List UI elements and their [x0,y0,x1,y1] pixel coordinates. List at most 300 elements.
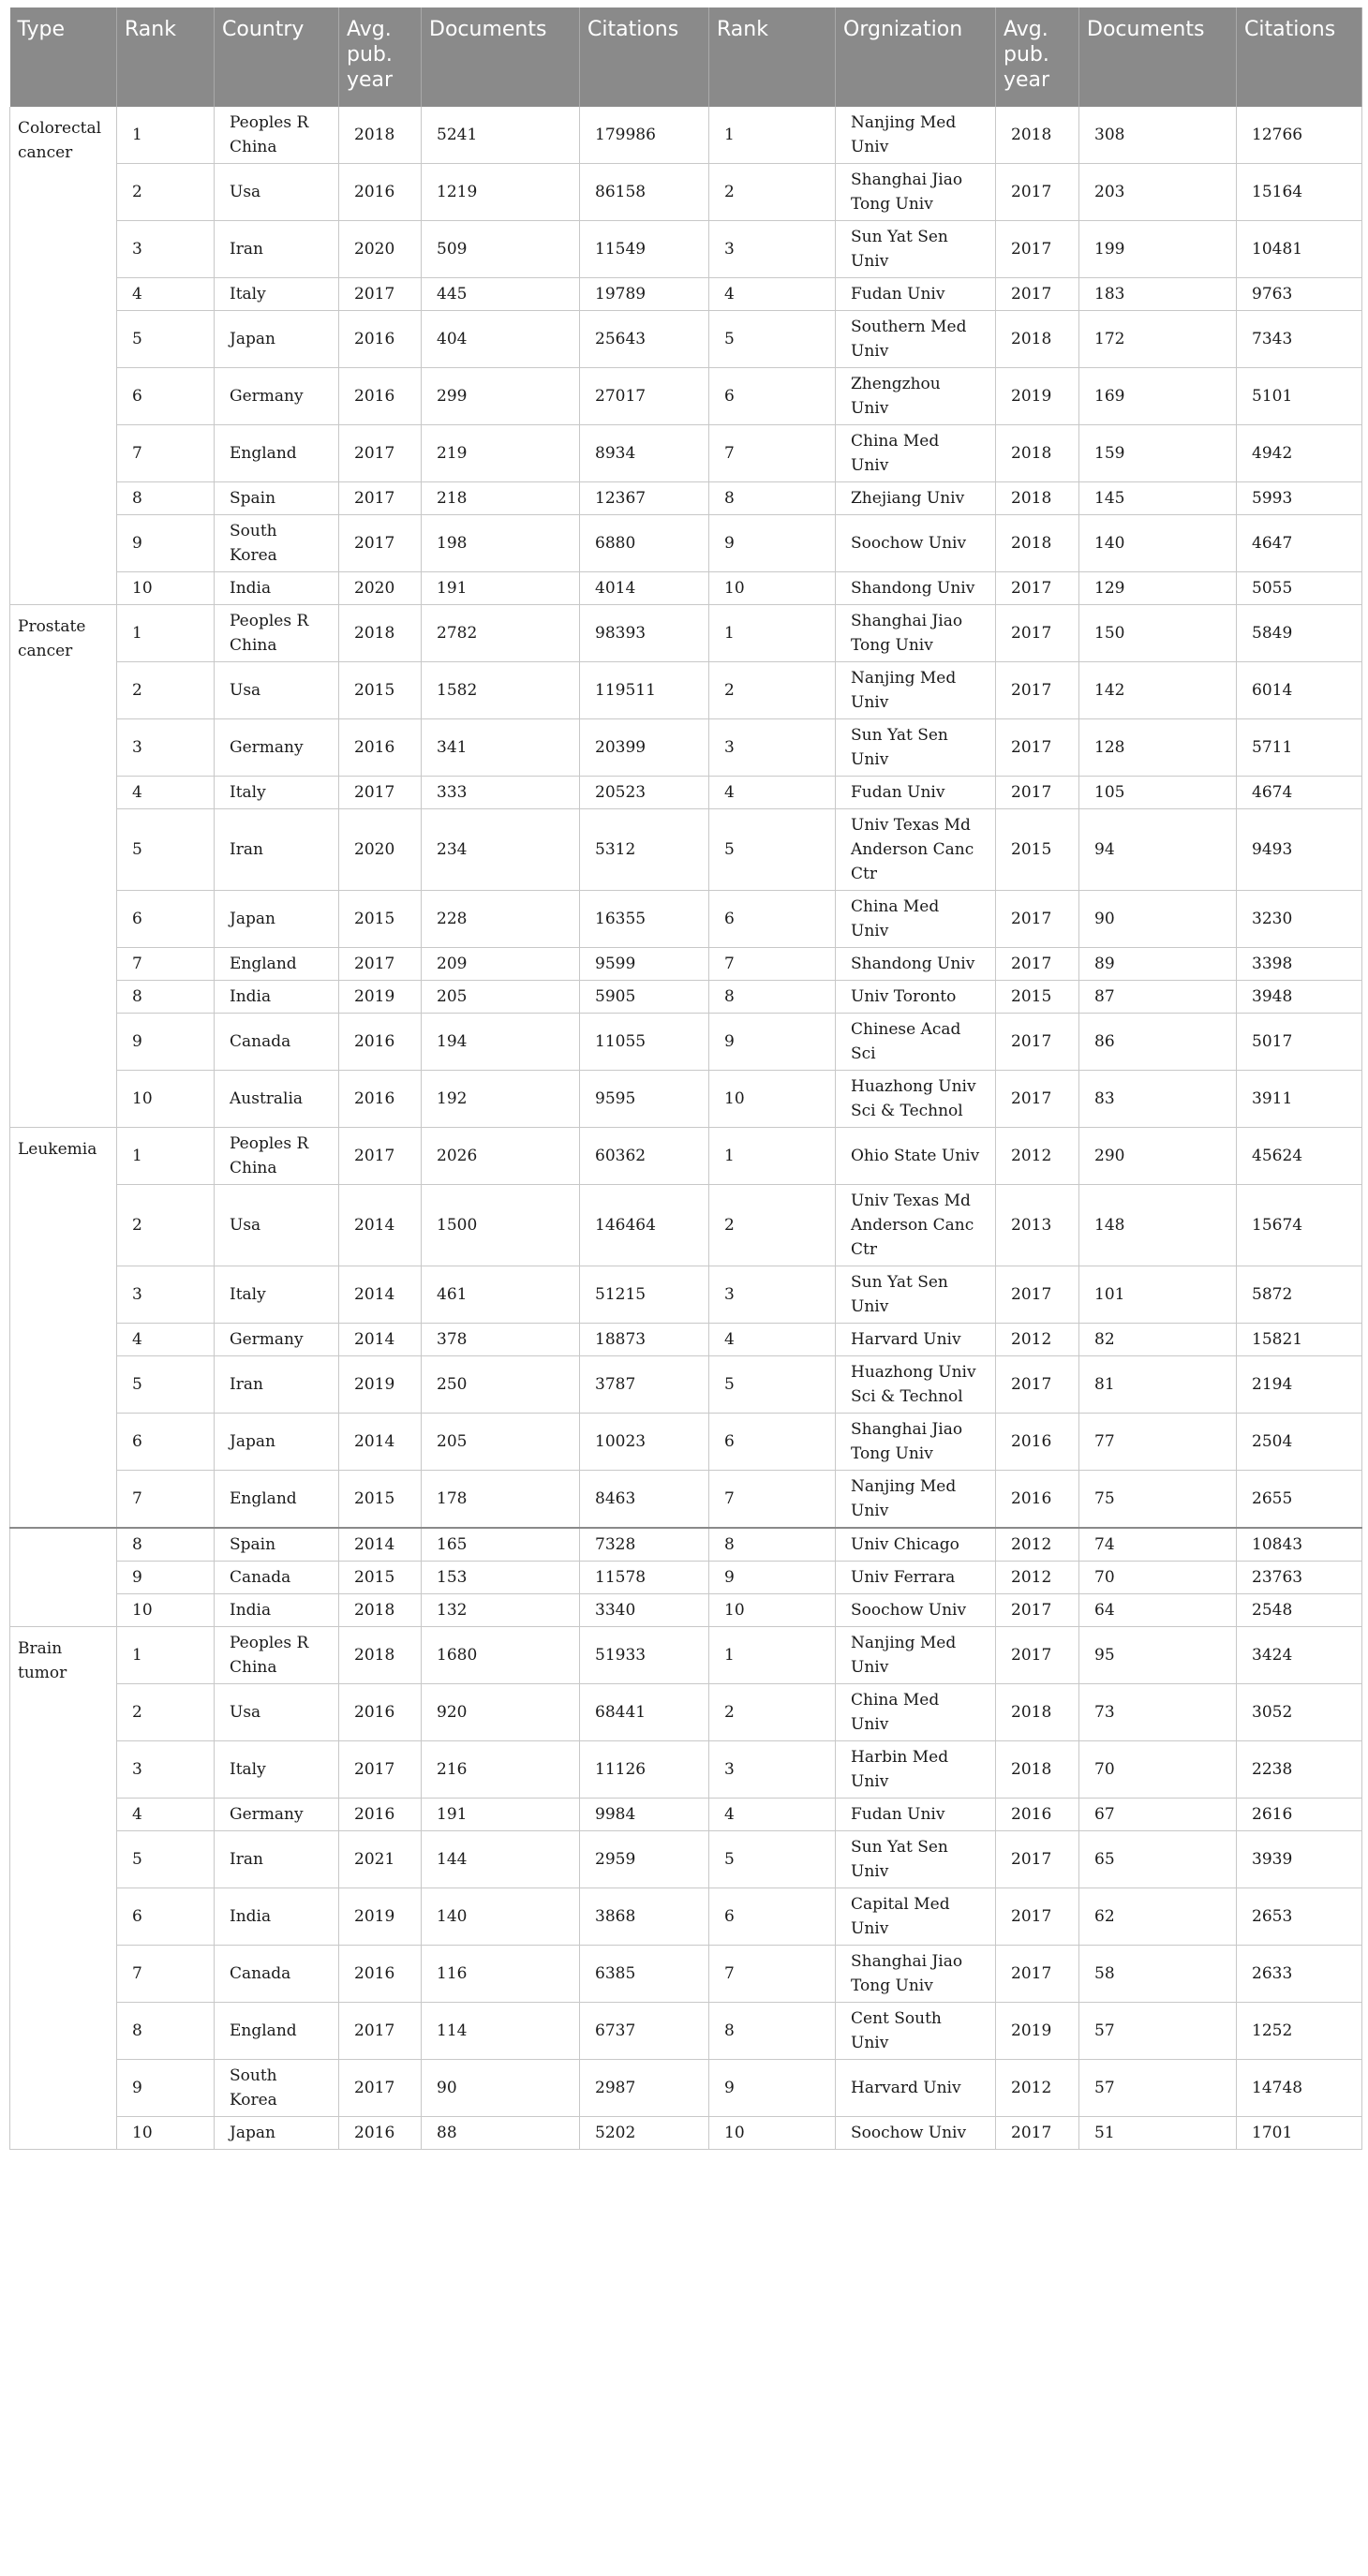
table-row [10,1414,1362,1471]
country-cell: South Korea [215,515,339,572]
org-avg-pub-year-cell: 2012 [996,2060,1079,2117]
country-citations-cell: 16355 [580,891,709,948]
country-citations-cell: 9595 [580,1071,709,1128]
country-rank-cell: 8 [117,1528,215,1562]
org-documents-cell: 62 [1079,1888,1237,1946]
country-cell: Iran [215,221,339,278]
country-documents-cell: 341 [422,719,580,777]
country-cell: Australia [215,1071,339,1128]
org-citations-cell: 2655 [1237,1471,1362,1529]
org-rank-cell: 9 [709,2060,836,2117]
country-avg-pub-year-cell: 2017 [339,948,422,981]
table-row [10,1324,1362,1356]
country-cell: England [215,948,339,981]
country-avg-pub-year-cell: 2014 [339,1185,422,1266]
country-avg-pub-year-cell: 2015 [339,891,422,948]
table-row [10,1071,1362,1128]
country-citations-cell: 5905 [580,981,709,1014]
country-avg-pub-year-cell: 2017 [339,425,422,482]
organization-cell: Harvard Univ [836,1324,996,1356]
country-citations-cell: 146464 [580,1185,709,1266]
org-documents-cell: 64 [1079,1594,1237,1627]
country-rank-cell: 10 [117,2117,215,2150]
country-citations-cell: 179986 [580,107,709,164]
country-documents-cell: 920 [422,1684,580,1741]
country-avg-pub-year-cell: 2017 [339,278,422,311]
country-citations-cell: 7328 [580,1528,709,1562]
org-citations-cell: 10481 [1237,221,1362,278]
org-documents-cell: 95 [1079,1627,1237,1684]
country-cell: Usa [215,1684,339,1741]
org-citations-cell: 5017 [1237,1014,1362,1071]
org-documents-cell: 82 [1079,1324,1237,1356]
country-rank-cell: 7 [117,1946,215,2003]
country-cell: Peoples R China [215,1627,339,1684]
org-documents-cell: 169 [1079,368,1237,425]
country-cell: Germany [215,1799,339,1831]
country-documents-cell: 216 [422,1741,580,1799]
country-avg-pub-year-cell: 2017 [339,482,422,515]
org-rank-cell: 7 [709,948,836,981]
type-cell: Brain tumor [10,1627,117,2150]
country-rank-cell: 2 [117,662,215,719]
org-citations-cell: 10843 [1237,1528,1362,1562]
country-avg-pub-year-cell: 2018 [339,107,422,164]
org-citations-cell: 5993 [1237,482,1362,515]
country-rank-cell: 7 [117,425,215,482]
table-row [10,1471,1362,1529]
organization-cell: Chinese Acad Sci [836,1014,996,1071]
org-avg-pub-year-cell: 2012 [996,1562,1079,1594]
country-cell: Germany [215,368,339,425]
org-documents-cell: 140 [1079,515,1237,572]
country-cell: England [215,1471,339,1529]
country-documents-cell: 140 [422,1888,580,1946]
org-avg-pub-year-cell: 2017 [996,948,1079,981]
org-avg-pub-year-cell: 2018 [996,425,1079,482]
org-citations-cell: 3230 [1237,891,1362,948]
org-rank-cell: 1 [709,1128,836,1185]
country-rank-cell: 10 [117,1594,215,1627]
org-rank-cell: 4 [709,777,836,809]
table-row [10,2117,1362,2150]
org-citations-cell: 2653 [1237,1888,1362,1946]
org-avg-pub-year-cell: 2017 [996,1594,1079,1627]
org-rank-cell: 5 [709,1356,836,1414]
org-documents-cell: 51 [1079,2117,1237,2150]
country-avg-pub-year-cell: 2017 [339,515,422,572]
org-documents-cell: 94 [1079,809,1237,891]
organization-cell: Sun Yat Sen Univ [836,221,996,278]
country-avg-pub-year-cell: 2015 [339,1471,422,1529]
country-cell: India [215,1888,339,1946]
table-row [10,1684,1362,1741]
country-avg-pub-year-cell: 2019 [339,1888,422,1946]
country-cell: Canada [215,1562,339,1594]
table-row [10,1888,1362,1946]
organization-cell: Shandong Univ [836,948,996,981]
organization-cell: Univ Texas Md Anderson Canc Ctr [836,1185,996,1266]
table-row [10,1562,1362,1594]
org-rank-cell: 1 [709,1627,836,1684]
country-citations-cell: 19789 [580,278,709,311]
country-rank-cell: 6 [117,1888,215,1946]
country-avg-pub-year-cell: 2021 [339,1831,422,1888]
table-row [10,1128,1362,1185]
country-avg-pub-year-cell: 2018 [339,1627,422,1684]
country-citations-cell: 3868 [580,1888,709,1946]
country-rank-cell: 5 [117,311,215,368]
org-citations-cell: 3052 [1237,1684,1362,1741]
country-documents-cell: 178 [422,1471,580,1529]
country-avg-pub-year-cell: 2017 [339,777,422,809]
country-rank-cell: 3 [117,1266,215,1324]
country-avg-pub-year-cell: 2017 [339,1741,422,1799]
country-avg-pub-year-cell: 2017 [339,2003,422,2060]
org-avg-pub-year-cell: 2016 [996,1471,1079,1529]
org-citations-cell: 12766 [1237,107,1362,164]
org-citations-cell: 5849 [1237,605,1362,662]
org-rank-cell: 10 [709,572,836,605]
country-cell: Iran [215,809,339,891]
country-rank-cell: 7 [117,1471,215,1529]
org-citations-cell: 2633 [1237,1946,1362,2003]
country-rank-cell: 3 [117,719,215,777]
header-org-avg-pub-year: Avg. pub. year [996,7,1079,107]
ranking-table [9,7,1362,2150]
country-cell: Germany [215,1324,339,1356]
country-documents-cell: 144 [422,1831,580,1888]
ranking-table-container [9,7,1361,2150]
country-documents-cell: 234 [422,809,580,891]
country-documents-cell: 191 [422,1799,580,1831]
country-rank-cell: 6 [117,368,215,425]
country-citations-cell: 86158 [580,164,709,221]
org-documents-cell: 203 [1079,164,1237,221]
org-citations-cell: 1701 [1237,2117,1362,2150]
organization-cell: Soochow Univ [836,2117,996,2150]
org-avg-pub-year-cell: 2017 [996,1071,1079,1128]
organization-cell: Shanghai Jiao Tong Univ [836,164,996,221]
org-citations-cell: 45624 [1237,1128,1362,1185]
table-row [10,1528,1362,1562]
country-rank-cell: 6 [117,1414,215,1471]
org-documents-cell: 159 [1079,425,1237,482]
org-rank-cell: 9 [709,1562,836,1594]
header-country: Country [215,7,339,107]
org-citations-cell: 23763 [1237,1562,1362,1594]
table-row [10,311,1362,368]
country-rank-cell: 10 [117,572,215,605]
header-country-citations: Citations [580,7,709,107]
organization-cell: Zhejiang Univ [836,482,996,515]
organization-cell: Capital Med Univ [836,1888,996,1946]
table-row [10,1799,1362,1831]
org-documents-cell: 67 [1079,1799,1237,1831]
org-avg-pub-year-cell: 2017 [996,1627,1079,1684]
country-avg-pub-year-cell: 2017 [339,2060,422,2117]
table-row [10,719,1362,777]
country-citations-cell: 60362 [580,1128,709,1185]
country-citations-cell: 10023 [580,1414,709,1471]
org-avg-pub-year-cell: 2019 [996,2003,1079,2060]
country-avg-pub-year-cell: 2017 [339,1128,422,1185]
country-citations-cell: 8463 [580,1471,709,1529]
org-documents-cell: 183 [1079,278,1237,311]
org-avg-pub-year-cell: 2017 [996,221,1079,278]
country-documents-cell: 198 [422,515,580,572]
org-documents-cell: 128 [1079,719,1237,777]
org-rank-cell: 8 [709,1528,836,1562]
header-country-documents: Documents [422,7,580,107]
organization-cell: Huazhong Univ Sci & Technol [836,1071,996,1128]
country-avg-pub-year-cell: 2015 [339,1562,422,1594]
country-avg-pub-year-cell: 2014 [339,1414,422,1471]
organization-cell: Univ Ferrara [836,1562,996,1594]
org-citations-cell: 9763 [1237,278,1362,311]
org-avg-pub-year-cell: 2018 [996,311,1079,368]
country-citations-cell: 6880 [580,515,709,572]
table-row [10,2003,1362,2060]
org-avg-pub-year-cell: 2017 [996,1831,1079,1888]
country-citations-cell: 25643 [580,311,709,368]
organization-cell: Harbin Med Univ [836,1741,996,1799]
org-rank-cell: 3 [709,1741,836,1799]
org-citations-cell: 2616 [1237,1799,1362,1831]
country-citations-cell: 11578 [580,1562,709,1594]
country-citations-cell: 18873 [580,1324,709,1356]
country-rank-cell: 3 [117,221,215,278]
org-documents-cell: 129 [1079,572,1237,605]
org-citations-cell: 2504 [1237,1414,1362,1471]
org-avg-pub-year-cell: 2013 [996,1185,1079,1266]
country-cell: Spain [215,482,339,515]
country-documents-cell: 116 [422,1946,580,2003]
table-row [10,948,1362,981]
org-rank-cell: 5 [709,809,836,891]
country-rank-cell: 5 [117,1356,215,1414]
country-rank-cell: 4 [117,777,215,809]
org-avg-pub-year-cell: 2016 [996,1414,1079,1471]
country-documents-cell: 228 [422,891,580,948]
country-documents-cell: 205 [422,1414,580,1471]
table-row [10,221,1362,278]
country-citations-cell: 6385 [580,1946,709,2003]
organization-cell: Fudan Univ [836,1799,996,1831]
country-documents-cell: 192 [422,1071,580,1128]
org-rank-cell: 10 [709,1071,836,1128]
org-rank-cell: 7 [709,425,836,482]
org-avg-pub-year-cell: 2017 [996,605,1079,662]
country-cell: Iran [215,1831,339,1888]
table-row [10,1627,1362,1684]
country-avg-pub-year-cell: 2014 [339,1528,422,1562]
country-avg-pub-year-cell: 2018 [339,605,422,662]
table-row [10,482,1362,515]
organization-cell: Nanjing Med Univ [836,1471,996,1529]
organization-cell: Shanghai Jiao Tong Univ [836,1946,996,2003]
org-avg-pub-year-cell: 2012 [996,1324,1079,1356]
country-cell: Japan [215,2117,339,2150]
org-rank-cell: 4 [709,1324,836,1356]
type-cell: Colorectal cancer [10,107,117,605]
country-rank-cell: 4 [117,278,215,311]
country-rank-cell: 9 [117,2060,215,2117]
country-documents-cell: 445 [422,278,580,311]
org-rank-cell: 3 [709,221,836,278]
org-documents-cell: 77 [1079,1414,1237,1471]
country-cell: South Korea [215,2060,339,2117]
organization-cell: Sun Yat Sen Univ [836,1266,996,1324]
org-rank-cell: 2 [709,1185,836,1266]
org-documents-cell: 90 [1079,891,1237,948]
country-rank-cell: 1 [117,605,215,662]
country-citations-cell: 9599 [580,948,709,981]
country-rank-cell: 2 [117,1684,215,1741]
country-rank-cell: 9 [117,1014,215,1071]
organization-cell: Shanghai Jiao Tong Univ [836,605,996,662]
country-avg-pub-year-cell: 2016 [339,2117,422,2150]
table-row [10,809,1362,891]
country-documents-cell: 461 [422,1266,580,1324]
org-documents-cell: 65 [1079,1831,1237,1888]
org-rank-cell: 9 [709,1014,836,1071]
country-citations-cell: 8934 [580,425,709,482]
country-citations-cell: 6737 [580,2003,709,2060]
org-avg-pub-year-cell: 2015 [996,809,1079,891]
country-citations-cell: 20523 [580,777,709,809]
org-rank-cell: 3 [709,719,836,777]
country-citations-cell: 51215 [580,1266,709,1324]
country-documents-cell: 90 [422,2060,580,2117]
country-avg-pub-year-cell: 2016 [339,164,422,221]
org-citations-cell: 2548 [1237,1594,1362,1627]
organization-cell: Huazhong Univ Sci & Technol [836,1356,996,1414]
country-rank-cell: 8 [117,482,215,515]
header-country-rank: Rank [117,7,215,107]
org-avg-pub-year-cell: 2017 [996,1356,1079,1414]
org-rank-cell: 8 [709,482,836,515]
table-row [10,891,1362,948]
organization-cell: Zhengzhou Univ [836,368,996,425]
country-documents-cell: 194 [422,1014,580,1071]
org-documents-cell: 74 [1079,1528,1237,1562]
country-rank-cell: 8 [117,2003,215,2060]
org-avg-pub-year-cell: 2018 [996,107,1079,164]
country-cell: Usa [215,1185,339,1266]
org-avg-pub-year-cell: 2016 [996,1799,1079,1831]
org-rank-cell: 2 [709,662,836,719]
org-citations-cell: 14748 [1237,2060,1362,2117]
org-citations-cell: 1252 [1237,2003,1362,2060]
org-citations-cell: 15164 [1237,164,1362,221]
table-body [10,107,1362,2150]
country-documents-cell: 509 [422,221,580,278]
country-documents-cell: 404 [422,311,580,368]
country-documents-cell: 299 [422,368,580,425]
country-cell: Iran [215,1356,339,1414]
org-documents-cell: 172 [1079,311,1237,368]
org-documents-cell: 308 [1079,107,1237,164]
org-rank-cell: 5 [709,1831,836,1888]
org-avg-pub-year-cell: 2017 [996,278,1079,311]
country-rank-cell: 1 [117,1627,215,1684]
org-citations-cell: 2238 [1237,1741,1362,1799]
org-citations-cell: 3424 [1237,1627,1362,1684]
org-documents-cell: 150 [1079,605,1237,662]
country-rank-cell: 5 [117,1831,215,1888]
country-cell: India [215,572,339,605]
org-rank-cell: 4 [709,278,836,311]
country-avg-pub-year-cell: 2016 [339,1799,422,1831]
org-documents-cell: 148 [1079,1185,1237,1266]
org-rank-cell: 8 [709,2003,836,2060]
organization-cell: Nanjing Med Univ [836,662,996,719]
org-avg-pub-year-cell: 2017 [996,1888,1079,1946]
organization-cell: Sun Yat Sen Univ [836,719,996,777]
org-rank-cell: 1 [709,107,836,164]
country-documents-cell: 378 [422,1324,580,1356]
organization-cell: Univ Toronto [836,981,996,1014]
org-documents-cell: 70 [1079,1562,1237,1594]
org-avg-pub-year-cell: 2012 [996,1128,1079,1185]
table-row [10,1946,1362,2003]
country-avg-pub-year-cell: 2016 [339,719,422,777]
country-citations-cell: 119511 [580,662,709,719]
org-avg-pub-year-cell: 2015 [996,981,1079,1014]
org-rank-cell: 7 [709,1946,836,2003]
country-avg-pub-year-cell: 2014 [339,1324,422,1356]
org-documents-cell: 105 [1079,777,1237,809]
table-row [10,2060,1362,2117]
table-row [10,1356,1362,1414]
org-documents-cell: 145 [1079,482,1237,515]
country-rank-cell: 1 [117,1128,215,1185]
type-cell: Prostate cancer [10,605,117,1128]
country-citations-cell: 12367 [580,482,709,515]
table-row [10,1266,1362,1324]
header-org-citations: Citations [1237,7,1362,107]
table-header-row [10,7,1362,107]
country-rank-cell: 6 [117,891,215,948]
country-citations-cell: 5202 [580,2117,709,2150]
org-documents-cell: 58 [1079,1946,1237,2003]
table-row [10,107,1362,164]
country-documents-cell: 1680 [422,1627,580,1684]
table-row [10,981,1362,1014]
country-documents-cell: 205 [422,981,580,1014]
org-documents-cell: 57 [1079,2060,1237,2117]
org-citations-cell: 15674 [1237,1185,1362,1266]
table-row [10,1185,1362,1266]
org-documents-cell: 101 [1079,1266,1237,1324]
country-documents-cell: 2782 [422,605,580,662]
table-row [10,515,1362,572]
org-rank-cell: 4 [709,1799,836,1831]
country-cell: India [215,981,339,1014]
country-cell: Japan [215,891,339,948]
org-avg-pub-year-cell: 2017 [996,891,1079,948]
country-avg-pub-year-cell: 2020 [339,572,422,605]
table-row [10,1014,1362,1071]
org-citations-cell: 3948 [1237,981,1362,1014]
org-avg-pub-year-cell: 2017 [996,572,1079,605]
org-documents-cell: 83 [1079,1071,1237,1128]
country-citations-cell: 4014 [580,572,709,605]
org-documents-cell: 73 [1079,1684,1237,1741]
country-citations-cell: 2959 [580,1831,709,1888]
org-citations-cell: 15821 [1237,1324,1362,1356]
